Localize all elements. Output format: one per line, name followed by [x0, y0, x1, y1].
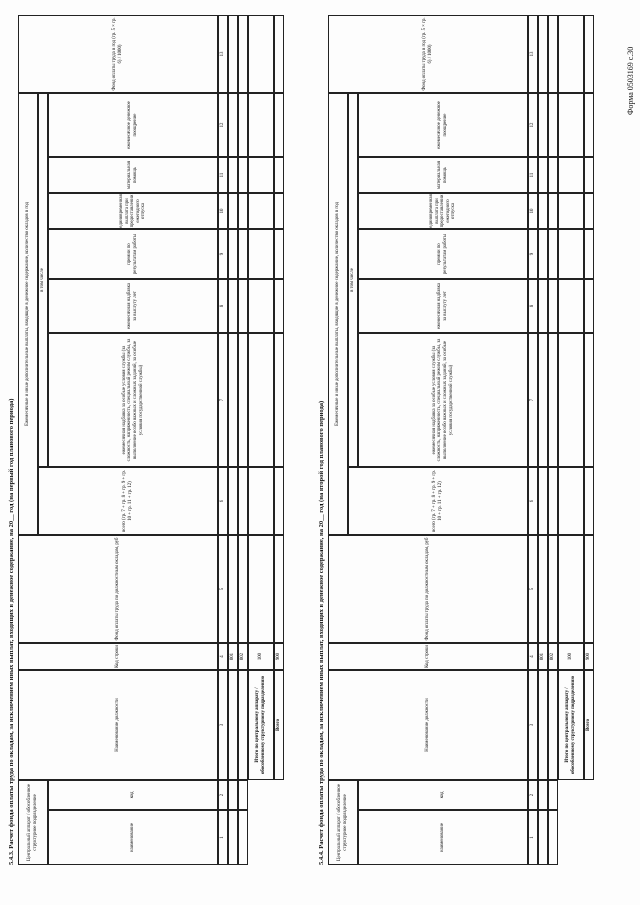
- table-cell: [248, 333, 274, 467]
- column-number: 11: [218, 157, 228, 193]
- table-cell: [274, 279, 284, 333]
- table-cell: [548, 93, 558, 157]
- column-number: 1: [528, 810, 538, 865]
- other-payments-header: Ежемесячные и иные дополнительные выплаты, входящие в денежное содержание, количество окладов в год: [328, 93, 348, 535]
- line-code-cell: 002: [548, 643, 558, 670]
- table-cell: [548, 535, 558, 643]
- table-cell: [238, 193, 248, 229]
- table-cell: [538, 535, 548, 643]
- table-cell: [558, 333, 584, 467]
- annual-fund-header: Фонд оплаты труда в год (гр. 5 × гр. 6) / 1000): [18, 15, 218, 93]
- table-cell: [548, 193, 558, 229]
- table-cell: [228, 229, 238, 279]
- table-cell: [548, 467, 558, 535]
- table-cell: [274, 15, 284, 93]
- table-cell: [584, 535, 594, 643]
- column-number: 8: [218, 279, 228, 333]
- table-cell: [548, 229, 558, 279]
- table-cell: [584, 279, 594, 333]
- table-cell: [228, 157, 238, 193]
- table-cell: [238, 15, 248, 93]
- table-cell: [228, 333, 238, 467]
- total-row-label: Итого по центральному аппарату / обособленному структурному подразделению: [248, 670, 274, 780]
- table-cell: [248, 157, 274, 193]
- table-cell: [538, 810, 548, 865]
- section-title: 5.4.3. Расчет фонда оплаты труда по окладам, за исключением иных выплат, входящих в денежное содержание, на 20__ год (на первый год планового периода): [8, 398, 15, 865]
- table-cell: [274, 467, 284, 535]
- column-number: 3: [218, 670, 228, 780]
- table-cell: [538, 93, 548, 157]
- grand-total-code: 900: [584, 643, 594, 670]
- code-header: код: [358, 780, 528, 810]
- form-code: Форма 0503169 с.30: [626, 46, 635, 115]
- table-cell: [274, 535, 284, 643]
- col-header-7: ежемесячная надбавка за особые условия службы (за сложность, напряженность, специальный режим службы, за выполнение особо важных и сложных заданий, за особые условия государственной службы): [48, 333, 218, 467]
- total-header: всего (гр. 7 + гр. 8 + гр. 9 + гр. 10 + гр. 11 + гр. 12): [38, 467, 218, 535]
- subdivision-header: Центральный аппарат / обособленное структурное подразделение: [18, 780, 48, 865]
- table-cell: [238, 279, 248, 333]
- table-cell: [248, 93, 274, 157]
- column-number: 9: [528, 229, 538, 279]
- grand-total-label: Всего: [274, 670, 284, 780]
- table-cell: [558, 467, 584, 535]
- table-cell: [538, 670, 548, 780]
- table-cell: [248, 279, 274, 333]
- col-header-12: ежемесячное денежное поощрение: [48, 93, 218, 157]
- name-header: наименование: [48, 810, 218, 865]
- col-header-8: ежемесячная надбавка за выслугу лет: [48, 279, 218, 333]
- table-cell: [584, 157, 594, 193]
- table-cell: [584, 193, 594, 229]
- col-header-10: единовременная выплата при предоставлении ежегодного отпуска: [48, 193, 218, 229]
- table-cell: [538, 467, 548, 535]
- grand-total-label: Всего: [584, 670, 594, 780]
- table-cell: [548, 15, 558, 93]
- column-number: 12: [528, 93, 538, 157]
- line-code-cell: 001: [538, 643, 548, 670]
- fund-header: Фонд оплаты труда по должностным окладам, руб: [18, 535, 218, 643]
- total-row-label: Итого по центральному аппарату / обособленному структурному подразделению: [558, 670, 584, 780]
- table-cell: [548, 810, 558, 865]
- col-header-10: единовременная выплата при предоставлении ежегодного отпуска: [358, 193, 528, 229]
- table-cell: [238, 229, 248, 279]
- line-code-cell: 002: [238, 643, 248, 670]
- table-cell: [238, 670, 248, 780]
- table-cell: [274, 93, 284, 157]
- annual-fund-header: Фонд оплаты труда в год (гр. 5 × гр. 6) / 1000): [328, 15, 528, 93]
- table-cell: [538, 193, 548, 229]
- table-cell: [558, 279, 584, 333]
- column-number: 5: [528, 535, 538, 643]
- table-cell: [584, 15, 594, 93]
- table-cell: [238, 535, 248, 643]
- column-number: 3: [528, 670, 538, 780]
- table-cell: [548, 279, 558, 333]
- table-cell: [248, 535, 274, 643]
- table-cell: [228, 467, 238, 535]
- table-cell: [228, 193, 238, 229]
- column-number: 4: [218, 643, 228, 670]
- column-number: 7: [528, 333, 538, 467]
- table-cell: [248, 193, 274, 229]
- table-cell: [228, 15, 238, 93]
- table-cell: [238, 467, 248, 535]
- table-cell: [274, 229, 284, 279]
- col-header-8: ежемесячная надбавка за выслугу лет: [358, 279, 528, 333]
- table-cell: [228, 279, 238, 333]
- incl-header: в том числе: [38, 93, 48, 467]
- table-cell: [238, 93, 248, 157]
- section-title: 5.4.4. Расчет фонда оплаты труда по окладам, за исключением иных выплат, входящих в денежное содержание, на 20__ год (на второй год планового периода): [318, 400, 325, 865]
- col-header-11: материальная помощь: [358, 157, 528, 193]
- table-cell: [584, 333, 594, 467]
- col-header-9: премии по результатам работы: [48, 229, 218, 279]
- column-number: 5: [218, 535, 228, 643]
- column-number: 9: [218, 229, 228, 279]
- table-cell: [538, 157, 548, 193]
- table-cell: [228, 535, 238, 643]
- incl-header: в том числе: [348, 93, 358, 467]
- table-cell: [548, 157, 558, 193]
- column-number: 11: [528, 157, 538, 193]
- table-cell: [538, 229, 548, 279]
- col-header-7: ежемесячная надбавка за особые условия службы (за сложность, напряженность, специальный режим службы, за выполнение особо важных и сложных заданий, за особые условия государственной службы): [358, 333, 528, 467]
- line-code-header: Код строки: [328, 643, 528, 670]
- column-number: 10: [218, 193, 228, 229]
- code-header: код: [48, 780, 218, 810]
- col-header-12: ежемесячное денежное поощрение: [358, 93, 528, 157]
- position-header: Наименование должности: [18, 670, 218, 780]
- table-cell: [558, 93, 584, 157]
- table-cell: [548, 333, 558, 467]
- table-cell: [238, 780, 248, 810]
- table-cell: [228, 810, 238, 865]
- table-cell: [248, 15, 274, 93]
- table-cell: [558, 15, 584, 93]
- table-cell: [228, 780, 238, 810]
- column-number: 4: [528, 643, 538, 670]
- grand-total-code: 900: [274, 643, 284, 670]
- fund-header: Фонд оплаты труда по должностным окладам, руб: [328, 535, 528, 643]
- table-cell: [228, 93, 238, 157]
- column-number: 6: [218, 467, 228, 535]
- table-cell: [238, 810, 248, 865]
- table-cell: [274, 193, 284, 229]
- table-cell: [584, 93, 594, 157]
- column-number: 7: [218, 333, 228, 467]
- col-header-11: материальная помощь: [48, 157, 218, 193]
- line-code-header: Код строки: [18, 643, 218, 670]
- col-header-9: премии по результатам работы: [358, 229, 528, 279]
- other-payments-header: Ежемесячные и иные дополнительные выплаты, входящие в денежное содержание, количество окладов в год: [18, 93, 38, 535]
- column-number: 2: [218, 780, 228, 810]
- table-cell: [248, 229, 274, 279]
- subdivision-header: Центральный аппарат / обособленное структурное подразделение: [328, 780, 358, 865]
- table-cell: [238, 157, 248, 193]
- table-cell: [584, 467, 594, 535]
- table-cell: [538, 333, 548, 467]
- total-row-code: 100: [558, 643, 584, 670]
- column-number: 1: [218, 810, 228, 865]
- table-cell: [558, 535, 584, 643]
- table-cell: [558, 229, 584, 279]
- table-cell: [228, 670, 238, 780]
- table-cell: [558, 193, 584, 229]
- table-cell: [584, 229, 594, 279]
- table-cell: [238, 333, 248, 467]
- table-cell: [538, 15, 548, 93]
- column-number: 13: [528, 15, 538, 93]
- total-header: всего (гр. 7 + гр. 8 + гр. 9 + гр. 10 + гр. 11 + гр. 12): [348, 467, 528, 535]
- column-number: 12: [218, 93, 228, 157]
- column-number: 10: [528, 193, 538, 229]
- table-cell: [274, 333, 284, 467]
- table-cell: [548, 780, 558, 810]
- position-header: Наименование должности: [328, 670, 528, 780]
- column-number: 8: [528, 279, 538, 333]
- table-cell: [548, 670, 558, 780]
- table-cell: [538, 279, 548, 333]
- column-number: 6: [528, 467, 538, 535]
- column-number: 2: [528, 780, 538, 810]
- table-cell: [248, 467, 274, 535]
- table-cell: [558, 157, 584, 193]
- column-number: 13: [218, 15, 228, 93]
- line-code-cell: 001: [228, 643, 238, 670]
- name-header: наименование: [358, 810, 528, 865]
- table-cell: [538, 780, 548, 810]
- table-cell: [274, 157, 284, 193]
- total-row-code: 100: [248, 643, 274, 670]
